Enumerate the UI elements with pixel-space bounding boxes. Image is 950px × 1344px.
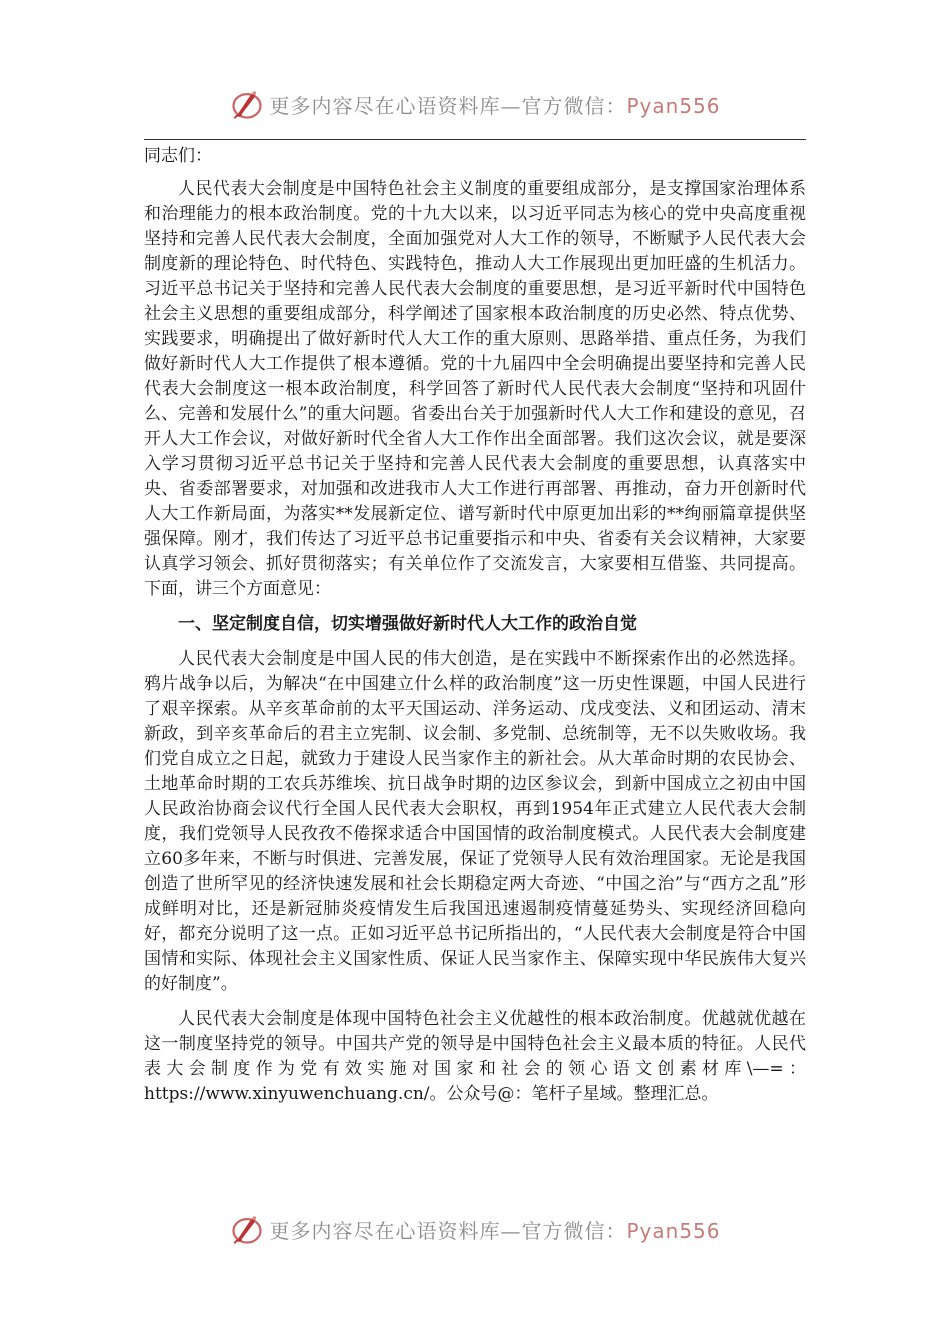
document-body — [144, 144, 806, 1117]
header-banner — [0, 80, 950, 128]
body-paragraph: 人民代表大会制度是中国人民的伟大创造，是在实践中不断探索作出的必然选择。鸦片战争以后，为解决“在中国建立什么样的政治制度”这一历史性课题，中国人民进行了艰辛探索。从辛亥革命前的太平天国运动、洋务运动、戊戌变法、义和团运动、清末新政，到辛亥革命后的君主立宪制、议会制、多党制、总统制等，无不以失败收场。我们党自成立之日起，就致力于建设人民当家作主的新社会。从大革命时期的农民协会、土地革命时期的工农兵苏维埃、抗日战争时期的边区参议会，到新中国成立之初由中国人民政治协商会议代行全国人民代表大会职权，再到1954年正式建立人民代表大会制度，我们党领导人民孜孜不倦探求适合中国国情的政治制度模式。人民代表大会制度建立60多年来，不断与时俱进、完善发展，保证了党领导人民有效治理国家。无论是我国创造了世所罕见的经济快速发展和社会长期稳定两大奇迹、“中国之治”与“西方之乱”形成鲜明对比，还是新冠肺炎疫情发生后我国迅速遏制疫情蔓延势头、实现经济回稳向好，都充分说明了这一点。正如习近平总书记所指出的，“人民代表大会制度是符合中国国情和实际、体现社会主义国家性质、保证人民当家作主、保障实现中华民族伟大复兴的好制度”。 — [144, 649, 806, 994]
salutation: 同志们： — [144, 146, 212, 166]
footer-banner — [0, 1205, 950, 1253]
banner-handle: Pyan556 — [626, 93, 721, 118]
pen-quill-logo-icon — [229, 1211, 265, 1247]
banner-handle: Pyan556 — [626, 1218, 721, 1243]
section-heading: 一、坚定制度自信，切实增强做好新时代人大工作的政治自觉 — [178, 614, 637, 634]
header-rule — [144, 139, 806, 140]
pen-quill-logo-icon — [229, 86, 265, 122]
banner-text: 更多内容尽在心语资料库—官方微信：Pyan556 — [269, 93, 721, 118]
banner-text: 更多内容尽在心语资料库—官方微信：Pyan556 — [269, 1218, 721, 1243]
intro-paragraph: 人民代表大会制度是中国特色社会主义制度的重要组成部分，是支撑国家治理体系和治理能力的根本政治制度。党的十九大以来，以习近平同志为核心的党中央高度重视坚持和完善人民代表大会制度，全面加强党对人大工作的领导，不断赋予人民代表大会制度新的理论特色、时代特色、实践特色，推动人大工作展现出更加旺盛的生机活力。习近平总书记关于坚持和完善人民代表大会制度的重要思想，是习近平新时代中国特色社会主义思想的重要组成部分，科学阐述了国家根本政治制度的历史必然、特点优势、实践要求，明确提出了做好新时代人大工作的重大原则、思路举措、重点任务，为我们做好新时代人大工作提供了根本遵循。党的十九届四中全会明确提出要坚持和完善人民代表大会制度这一根本政治制度，科学回答了新时代人民代表大会制度“坚持和巩固什么、完善和发展什么”的重大问题。省委出台关于加强新时代人大工作和建设的意见，召开人大工作会议，对做好新时代全省人大工作作出全面部署。我们这次会议，就是要深入学习贯彻习近平总书记关于坚持和完善人民代表大会制度的重要思想，认真落实中央、省委部署要求，对加强和改进我市人大工作进行再部署、再推动，奋力开创新时代人大工作新局面，为落实**发展新定位、谱写新时代中原更加出彩的**绚丽篇章提供坚强保障。刚才，我们传达了习近平总书记重要指示和中央、省委有关会议精神，大家要认真学习领会、抓好贯彻落实；有关单位作了交流发言，大家要相互借鉴、共同提高。下面，讲三个方面意见： — [144, 179, 806, 599]
body-paragraph: 人民代表大会制度是体现中国特色社会主义优越性的根本政治制度。优越就优越在这一制度坚持党的领导。中国共产党的领导是中国特色社会主义最本质的特征。人民代表大会制度作为党有效实施对国家和社会的领心语文创素材库\—=：https://www.xinyuwenchuang.cn/。公众号@：笔杆子星域。整理汇总。 — [144, 1009, 806, 1104]
